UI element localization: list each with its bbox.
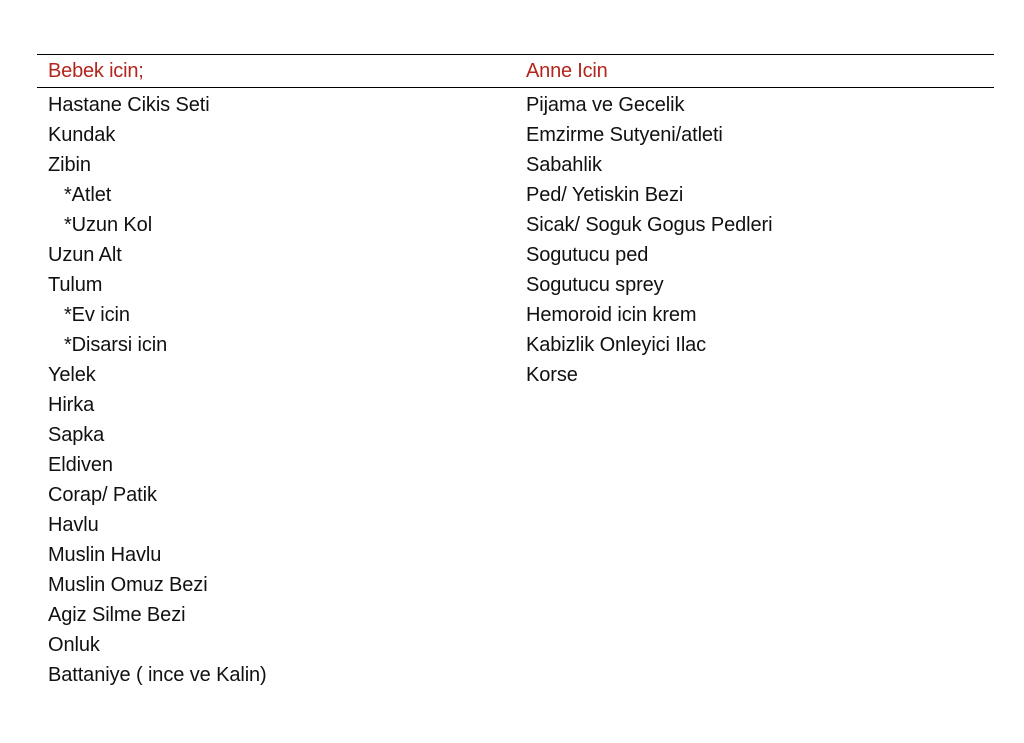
list-item: Ped/ Yetiskin Bezi [526,184,684,206]
list-item: Havlu [48,514,99,536]
list-item: Pijama ve Gecelik [526,94,685,116]
list-subitem: *Ev icin [64,304,130,326]
list-item: Tulum [48,274,103,296]
table-header-rule [37,87,994,88]
list-item: Hemoroid icin krem [526,304,697,326]
list-item: Sicak/ Soguk Gogus Pedleri [526,214,773,236]
list-item: Korse [526,364,578,386]
mother-items-list [526,90,772,390]
list-item: Corap/ Patik [48,484,157,506]
list-item: Muslin Havlu [48,544,162,566]
list-item: Hastane Cikis Seti [48,94,210,116]
list-subitem: *Disarsi icin [64,334,168,356]
list-item: Sabahlik [526,154,602,176]
table-top-rule [37,54,994,55]
list-item: Eldiven [48,454,113,476]
list-subitem: *Atlet [64,184,112,206]
list-item: Agiz Silme Bezi [48,604,186,626]
baby-column-header: Bebek icin; [48,60,144,82]
list-item: Sogutucu sprey [526,274,664,296]
list-item: Kundak [48,124,116,146]
list-subitem: *Uzun Kol [64,214,153,236]
mother-column-header: Anne Icin [526,60,608,82]
list-item: Onluk [48,634,100,656]
list-item: Hirka [48,394,95,416]
list-item: Yelek [48,364,96,386]
list-item: Kabizlik Onleyici Ilac [526,334,707,356]
baby-items-list [48,90,267,690]
list-item: Sapka [48,424,105,446]
list-item: Battaniye ( ince ve Kalin) [48,664,267,686]
list-item: Muslin Omuz Bezi [48,574,208,596]
list-item: Zibin [48,154,91,176]
list-item: Emzirme Sutyeni/atleti [526,124,723,146]
list-item: Uzun Alt [48,244,122,266]
list-item: Sogutucu ped [526,244,649,266]
